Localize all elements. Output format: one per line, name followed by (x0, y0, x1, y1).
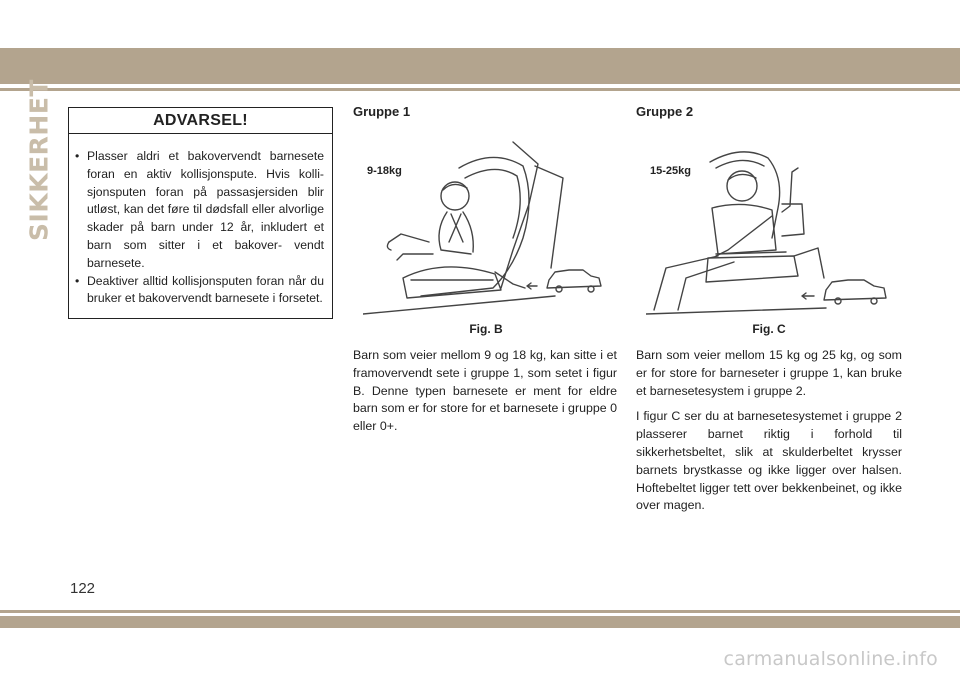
group1-body (353, 347, 617, 444)
top-decor-band (0, 48, 960, 84)
warning-list (69, 134, 332, 308)
group2-paragraph: I figur C ser du at barnesetesystemet i gruppe 2 plasserer barnet riktig i forhold til sikkerhetsbeltet, slik at skulderbeltet krysser barnets brystkasse og ikke ligger over halsen. Hoftebeltet ligger tett over bekkenbeinet, og ikke over magen. (636, 409, 902, 513)
figure-c-caption: Fig. C (752, 322, 786, 336)
warning-title: ADVARSEL! (69, 108, 332, 134)
group2-heading: Gruppe 2 (636, 104, 694, 119)
top-decor-line (0, 88, 960, 91)
group1-paragraph: Barn som veier mellom 9 og 18 kg, kan sitte i et framovervendt sete i gruppe 1, som setet i figur B. Denne typen barnesete er ment for eldre barn som er for store for et barnesete i gruppe 0 eller 0+. (353, 348, 617, 434)
page-number: 122 (70, 580, 96, 597)
figure-b-caption: Fig. B (469, 322, 503, 336)
section-tab-label: SIKKERHET (24, 79, 54, 241)
figure-b (363, 138, 609, 316)
booster-seat-illustration (646, 138, 892, 316)
watermark: carmanualsonline.info (723, 648, 938, 670)
warning-box (68, 107, 333, 319)
group2-paragraph: Barn som veier mellom 15 kg og 25 kg, og som er for store for barneseter i gruppe 1, kan bruke et barnesetesystem i gruppe 2. (636, 348, 902, 398)
bottom-decor-band (0, 616, 960, 628)
figure-c (646, 138, 892, 316)
warning-item: • Deaktiver alltid kollisjonsputen foran når du bruker et bakovervendt barnesete i forsetet. (75, 273, 324, 309)
figure-c-weight-label: 15-25kg (650, 165, 691, 177)
group1-heading: Gruppe 1 (353, 104, 411, 119)
group2-body (636, 347, 902, 523)
bottom-decor-line (0, 610, 960, 613)
figure-b-weight-label: 9-18kg (367, 165, 402, 177)
child-seat-illustration (363, 138, 609, 316)
warning-item: • Plasser aldri et bakovervendt barnesete foran en aktiv kollisjonspute. Hvis kolli- sjonsputen foran på passasjersiden blir utløst, kan det føre til dødsfall eller alvorlige skader på barn under 12 år, inkludert et barn som sitter i et bakover- vendt barnesete. (75, 148, 324, 273)
section-tab (22, 79, 56, 241)
